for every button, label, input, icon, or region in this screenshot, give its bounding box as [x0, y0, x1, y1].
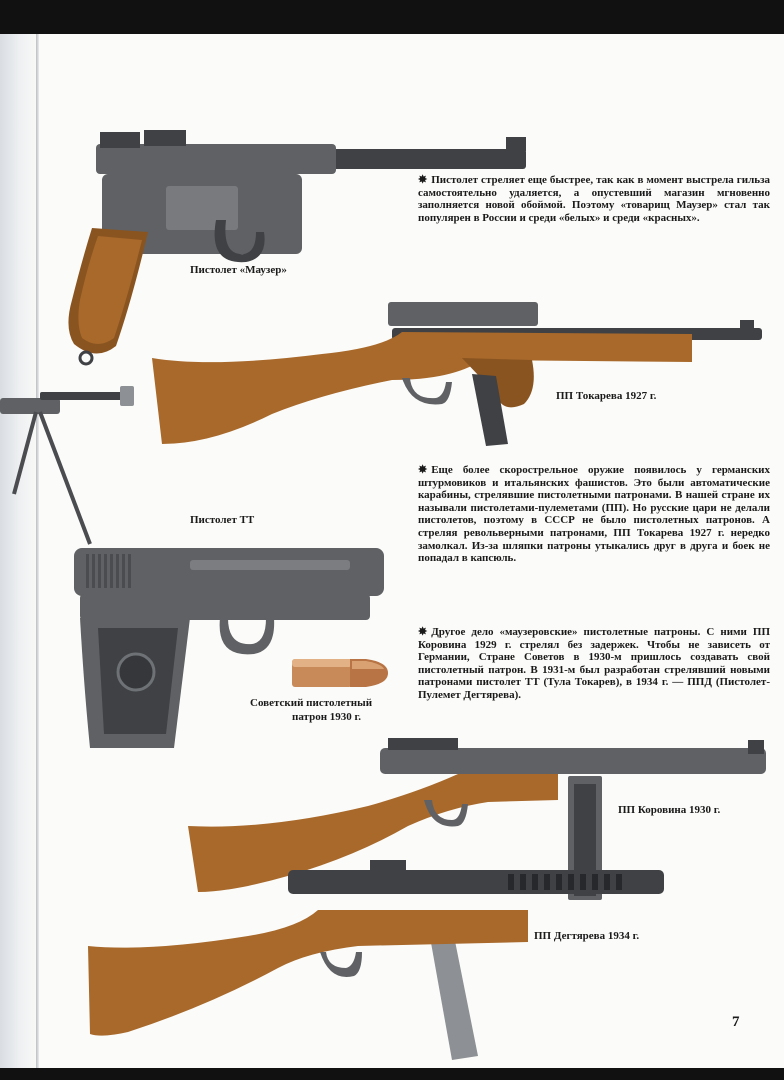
bullet-icon: ✸ — [418, 626, 428, 638]
paragraph-smg-origins — [418, 464, 770, 565]
caption-cartridge-line1: Советский пистолетный — [250, 697, 373, 709]
caption-mauser: Пистолет «Маузер» — [190, 264, 287, 276]
caption-tokarev-1927: ПП Токарева 1927 г. — [556, 390, 657, 402]
book-page — [0, 34, 784, 1068]
caption-korovin-1930: ПП Коровина 1930 г. — [618, 804, 721, 816]
bipod-weapon-fragment — [0, 364, 140, 554]
caption-cartridge-line2: патрон 1930 г. — [292, 711, 362, 723]
paragraph-mauser-cartridges — [418, 626, 770, 702]
paragraph-mauser — [418, 174, 770, 224]
bullet-icon: ✸ — [418, 464, 428, 476]
caption-degtyarev-1934: ПП Дегтярева 1934 г. — [534, 930, 640, 942]
bullet-icon: ✸ — [418, 174, 428, 186]
paragraph-text: Другое дело «маузеровские» пистолетные патроны. С ними ПП Коровина 1929 г. стрелял без задержек. Чтобы не зависеть от Германии, Стране Советов в 1930-м пришлось создавать свой пистолетный патрон. В 1931-м был разработан стрелявший новыми патронами пистолет ТТ (Тула Токарев), в 1934 г. — ППД (Пистолет-Пулемет Дегтярева). — [418, 626, 770, 701]
cartridge-illustration — [292, 656, 390, 690]
caption-tt: Пистолет ТТ — [190, 514, 255, 526]
paragraph-text: Пистолет стреляет еще быстрее, так как в момент выстрела гильза самостоятельно удаляется, а опустевший магазин мгновенно заполняется новой обоймой. Поэтому «товарищ Маузер» стал так популярен в России и среди «белых» и среди «красных». — [418, 174, 770, 224]
tokarev-1927-smg-illustration — [152, 294, 772, 484]
paragraph-text: Еще более скорострельное оружие появилось у германских штурмовиков и итальянских фашистов. Это были автоматические карабины, стрелявшие пистолетными патронами. В нашей стране их называли пистолетами-пулеметами (ПП). Но русские цари не делали пистолетов, поэтому в СССР не было пистолетных патронов. А стреляя револьверными патронами, ПП Токарева 1927 г. нередко замолкал. Из-за шляпки патроны утыкались друг в друга и боек не попадал в капсюль. — [418, 464, 770, 565]
degtyarev-1934-smg-illustration — [88, 856, 672, 1056]
page-number: 7 — [732, 1014, 740, 1030]
